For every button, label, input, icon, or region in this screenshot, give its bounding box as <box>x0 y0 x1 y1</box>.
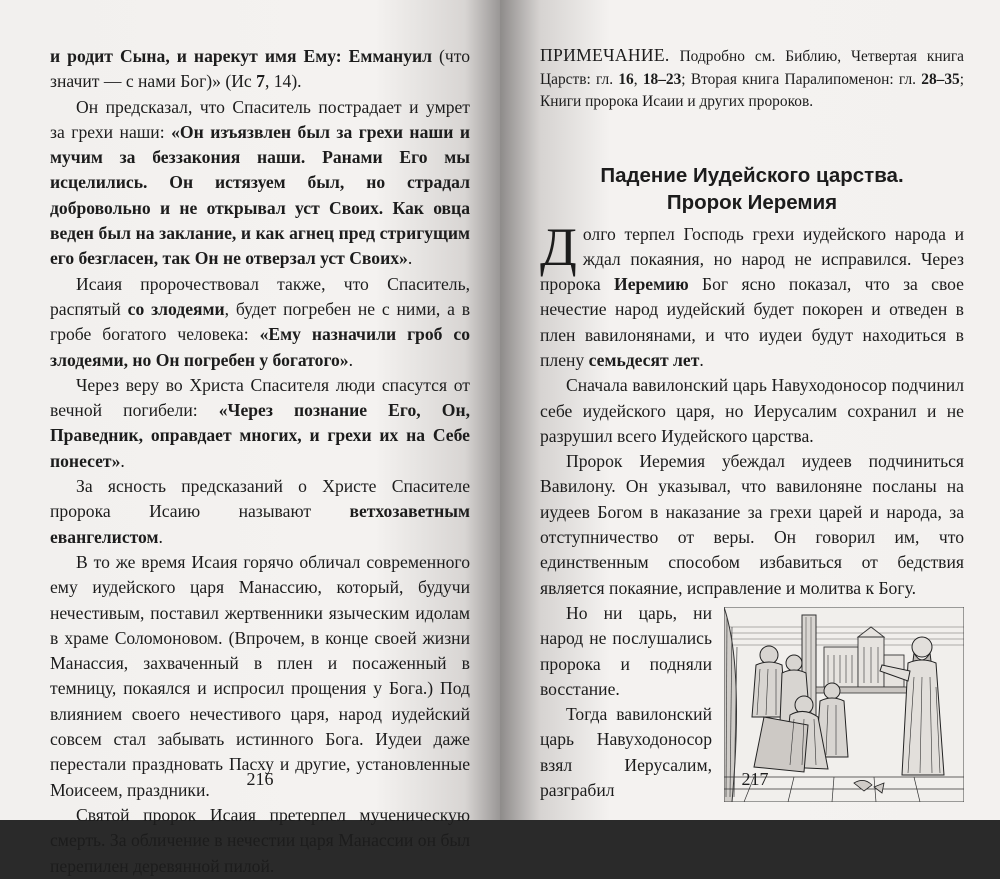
paragraph <box>50 95 470 272</box>
bold-text: 7 <box>256 71 265 92</box>
bold-text: 16 <box>618 70 634 88</box>
text-run: (что значит — с нами Бог)» (Ис <box>50 46 470 92</box>
text-run: Тогда вавилонский царь Навуходоносор взял Иерусалим, разграбил <box>540 704 712 801</box>
paragraph <box>50 803 470 879</box>
text-run: Сначала вавилонский царь Навуходоносор подчинил себе иудейского царя, но Иерусалим сохранил и не разрушил всего Иудейского царства. <box>540 375 964 446</box>
text-run: Он предсказал, что Спаситель пострадает и умрет за грехи наши: <box>50 96 470 142</box>
text-run: В то же время Исаия горячо обличал современного ему иудейского царя Манассию, который, будучи нечестивым, поставил жертвенники языческим идолам в храме Соломоновом. (Впрочем, в конце своей жизни Манассия, захваченный в плен и посаженный в темницу, покаялся и испросил прощения у Бога.) Под влиянием своего нечестивого царя, народ иудейский совсем стал забывать истинного Бога. Иудеи даже перестали праздновать Пасху и другие, установленные Моисеем, праздники. <box>50 551 470 800</box>
text-run: Исаия пророчествовал также, что Спаситель, распятый <box>50 273 470 319</box>
bold-text: «Ему назначили гроб со злодеями, но Он погребен у богатого» <box>50 324 470 370</box>
bold-text: «Он изъязвлен был за грехи наши и мучим за беззакония наши. Ранами Его мы исцелились. Он истязуем был, но страдал добровольно и не открывал уст Своих. Как овца веден был на заклание, и как агнец пред стригущим его безгласен, так Он не отверзал уст Своих» <box>50 121 470 269</box>
paragraph <box>50 474 470 550</box>
bold-text: семьдесят лет <box>588 349 700 370</box>
text-run: . <box>120 450 125 471</box>
footnote-note <box>540 44 964 114</box>
paragraph <box>50 550 470 803</box>
paragraph <box>50 373 470 474</box>
page-number: 217 <box>741 769 769 789</box>
text-run: Но ни царь, ни народ не послушались пророка и подняли восстание. <box>540 602 712 699</box>
text-run: , 14). <box>264 71 302 92</box>
text-run: . <box>158 526 163 547</box>
paragraph <box>540 373 964 449</box>
text-run: . <box>348 349 354 370</box>
bold-text: ветхозаветным евангелистом <box>50 501 470 547</box>
bold-text: Иеремию <box>614 274 689 295</box>
text-run: , <box>633 70 643 88</box>
bold-text: со злодеями <box>127 298 225 319</box>
text-run: Через веру во Христа Спасителя люди спасутся от вечной погибели: <box>50 374 470 421</box>
left-page-text <box>50 44 470 879</box>
paragraph-body <box>540 216 964 370</box>
text-run: ; Вторая книга Паралипоменон: гл. <box>681 70 922 88</box>
right-page <box>500 0 1000 820</box>
heading-line: Пророк Иеремия <box>666 190 838 214</box>
text-run: Подробно см. Библию, Четвертая книга Царств: гл. <box>540 48 964 88</box>
text-run: . <box>699 349 704 370</box>
text-run: Бог ясно показал, что за свое нечестие народ иудейский будет покорен и отведен в плен вавилонянами, и что иудеи будут находиться в плену <box>540 274 964 370</box>
bold-text: 28–35 <box>921 70 960 88</box>
text-run: Пророк Иеремия убеждал иудеев подчиниться Вавилону. Он указывал, что вавилоняне посланы на иудеев Богом в наказание за грехи царей и народа, за отступничество от веры. Он говорил им, что единственным способом избавиться от бедствия является покаяние, исправление и молитва к Богу. <box>540 451 964 598</box>
bold-text: «Через познание Его, Он, Праведник, оправдает многих, и грехи их на Себе понесет» <box>50 400 470 471</box>
bold-text: и родит Сына, и нарекут имя Ему: Еммануил <box>50 46 432 66</box>
text-run: Святой пророк Исаия претерпел мученическую смерть. За обличение в нечестии царя Манассии он был перепилен деревянной пилой. <box>50 804 470 876</box>
paragraph <box>50 44 470 95</box>
page-number: 216 <box>246 769 274 789</box>
heading-line: Падение Иудейского царства. <box>600 163 904 187</box>
paragraph <box>540 216 964 374</box>
text-run: ПРИМЕЧАНИЕ. <box>540 45 670 65</box>
text-run: , будет погребен не с ними, а в гробе богатого человека: <box>50 298 470 345</box>
right-page-text <box>540 216 964 804</box>
left-page <box>0 0 500 876</box>
paragraph <box>540 449 964 601</box>
text-run: За ясность предсказаний о Христе Спасителе пророка Исаию называют <box>50 476 470 522</box>
text-run: ; Книги пророка Исаии и других пророков. <box>540 70 965 110</box>
text-run: олго терпел Господь грехи иудейского народа и ждал покаяния, но народ не исправился. Через пророка <box>540 223 964 295</box>
drop-cap: Д <box>540 216 577 277</box>
text-run: . <box>407 248 413 269</box>
bold-text: 18–23 <box>642 70 682 88</box>
chapter-heading <box>540 162 964 216</box>
paragraph <box>50 272 470 373</box>
